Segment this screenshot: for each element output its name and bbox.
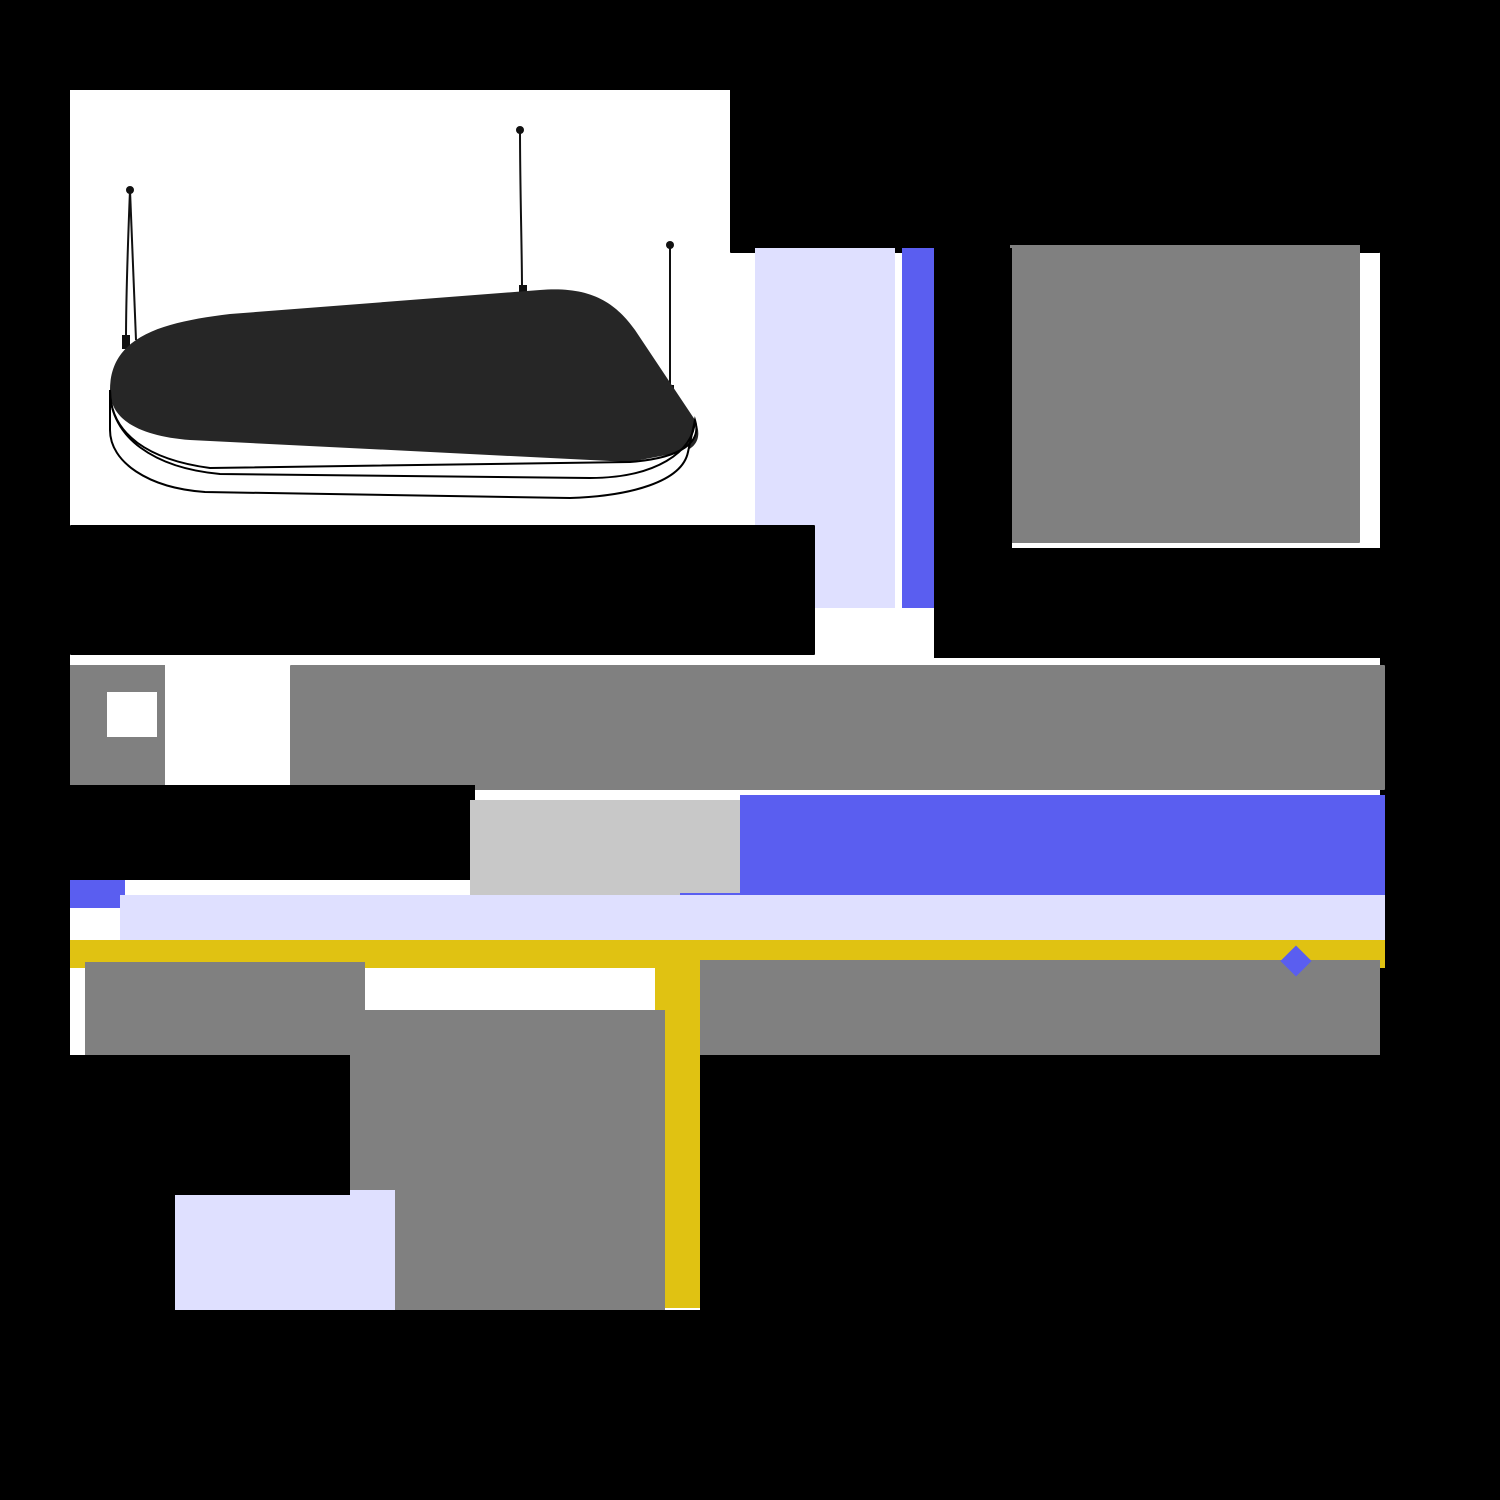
panel-light-grey <box>470 800 740 895</box>
hero-heading-fill <box>730 90 1015 250</box>
mask-right <box>1380 90 1500 1500</box>
cable-anchor-icon <box>126 186 134 194</box>
mask-lower-right <box>700 1055 1390 1315</box>
mask-lower-left-2 <box>70 1195 175 1315</box>
swatch-blue <box>902 248 934 608</box>
panel-grey-top-left <box>85 962 365 1057</box>
thumbnail-tile-notch <box>107 692 157 737</box>
mask-gap-1 <box>165 785 475 880</box>
paragraph-long-line-1 <box>290 665 1385 790</box>
lamp-body-top <box>110 289 698 462</box>
mask-gap-2 <box>70 785 165 880</box>
paragraph-right <box>1010 243 1360 543</box>
mask-column <box>934 558 1012 658</box>
panel-light-blue <box>170 1190 395 1310</box>
mask-right-upper <box>1010 90 1385 245</box>
callout-blue-tab <box>70 880 125 908</box>
section-heading-band <box>70 525 815 655</box>
paragraph-bottom <box>700 960 1380 1055</box>
mask-under-hero <box>1012 548 1385 658</box>
mask-bottom <box>0 1310 1500 1500</box>
cable-anchor-icon <box>666 241 674 249</box>
mask-left <box>0 0 70 1500</box>
callout-blue-band <box>740 795 1385 895</box>
cable-anchor-icon <box>516 126 524 134</box>
mask-top <box>0 0 1500 90</box>
product-illustration <box>70 90 730 520</box>
swatch-black <box>934 248 1012 558</box>
divider-strip-light-blue <box>120 895 1385 940</box>
mask-lower-left <box>70 1055 350 1195</box>
